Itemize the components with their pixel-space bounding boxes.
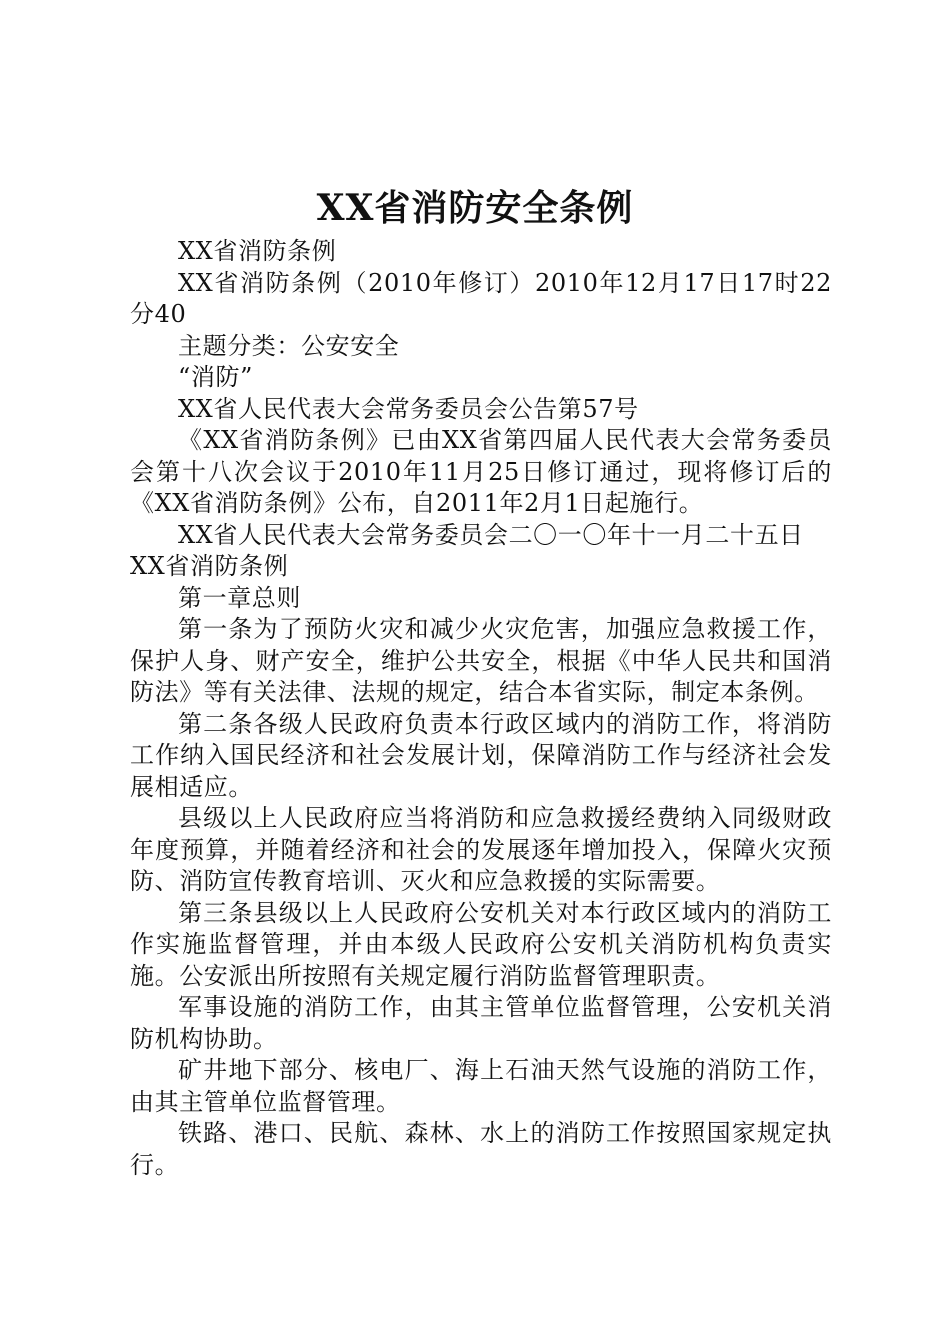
paragraph-military-facilities: 军事设施的消防工作，由其主管单位监督管理，公安机关消防机构协助。	[130, 993, 832, 1053]
paragraph-article-3: 第三条县级以上人民政府公安机关对本行政区域内的消防工作实施监督管理，并由本级人民政府公安机关消防机构负责实施。公安派出所按照有关规定履行消防监督管理职责。	[130, 898, 832, 990]
paragraph-regulation-name: XX省消防条例	[178, 237, 337, 265]
paragraph-keyword: “消防”	[178, 363, 253, 391]
paragraph-topic-category: 主题分类：公安安全	[178, 331, 400, 360]
paragraph-chapter-heading: 第一章总则	[178, 583, 301, 612]
paragraph-railway-ports: 铁路、港口、民航、森林、水上的消防工作按照国家规定执行。	[130, 1119, 832, 1179]
paragraph-announcement-body: 《XX省消防条例》已由XX省第四届人民代表大会常务委员会第十八次会议于2010年11月25日修订通过，现将修订后的《XX省消防条例》公布，自2011年2月1日起施行。	[130, 426, 832, 517]
paragraph-revision-info: XX省消防条例（2010年修订）2010年12月17日17时22分40	[130, 268, 832, 328]
document-title: XX省消防安全条例	[316, 187, 634, 229]
document-body	[130, 236, 832, 1181]
paragraph-announcement-number: XX省人民代表大会常务委员会公告第57号	[178, 394, 639, 423]
paragraph-mines-nuclear: 矿井地下部分、核电厂、海上石油天然气设施的消防工作，由其主管单位监督管理。	[130, 1056, 832, 1116]
paragraph-article-1: 第一条为了预防火灾和减少火灾危害，加强应急救援工作，保护人身、财产安全，维护公共安全，根据《中华人民共和国消防法》等有关法律、法规的规定，结合本省实际，制定本条例。	[130, 615, 832, 706]
paragraph-regulation-heading: XX省消防条例	[130, 552, 289, 580]
paragraph-article-2-clause: 县级以上人民政府应当将消防和应急救援经费纳入同级财政年度预算，并随着经济和社会的发展逐年增加投入，保障火灾预防、消防宣传教育培训、灭火和应急救援的实际需要。	[130, 804, 832, 895]
paragraph-article-2: 第二条各级人民政府负责本行政区域内的消防工作，将消防工作纳入国民经济和社会发展计划，保障消防工作与经济社会发展相适应。	[130, 709, 832, 801]
paragraph-issuer-date: XX省人民代表大会常务委员会二〇一〇年十一月二十五日	[178, 520, 804, 549]
